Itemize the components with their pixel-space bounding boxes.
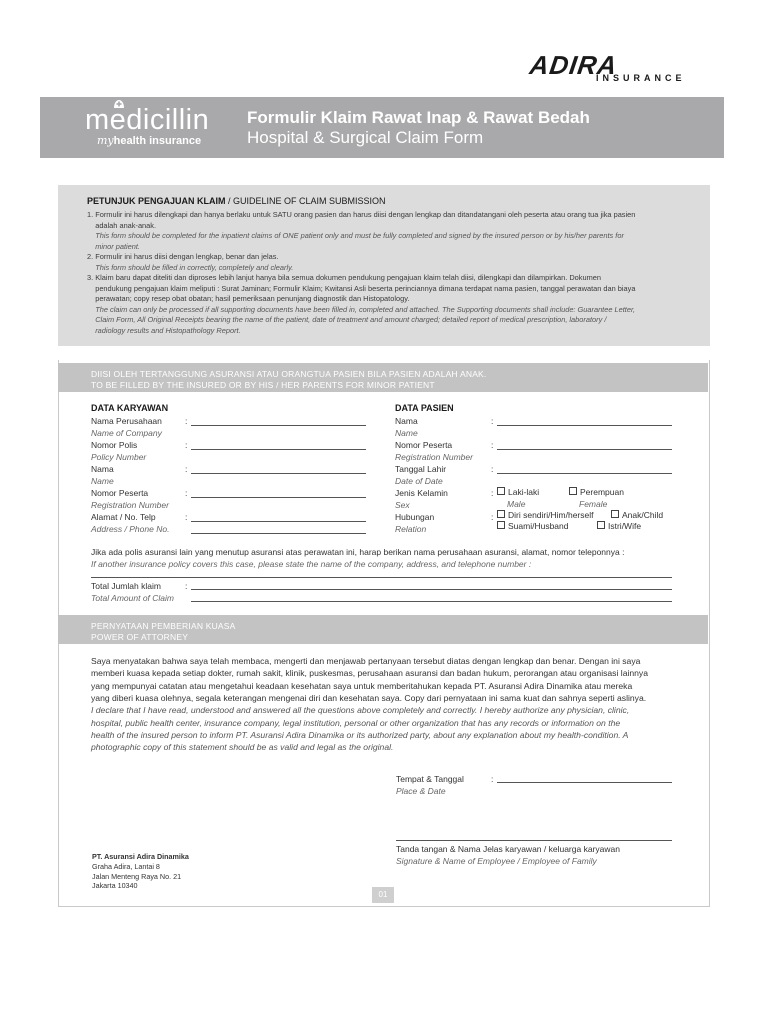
field-label-en: Relation: [395, 523, 427, 534]
sex-female-label-en: Female: [579, 499, 608, 509]
section-insured-title-en: TO BE FILLED BY THE INSURED OR BY HIS / HER PARENTS FOR MINOR PATIENT: [91, 380, 435, 390]
guideline-line: radiology results and Histopathology Report.: [87, 325, 241, 335]
signature-label-en: Signature & Name of Employee / Employee of Family: [396, 856, 597, 866]
field-label: Nama Perusahaan: [91, 416, 162, 426]
sex-male-label: Laki-laki: [508, 487, 540, 497]
field-label: Alamat / No. Telp: [91, 512, 156, 522]
signature-label-id: Tanda tangan & Nama Jelas karyawan / keluarga karyawan: [396, 844, 620, 854]
field-label: Tanggal Lahir: [395, 464, 447, 474]
field-label-en: Name: [395, 427, 418, 438]
guideline-line: 1. Formulir ini harus dilengkapi dan hanya berlaku untuk SATU orang pasien dan harus diisi dengan lengkap dan ditandatangani oleh peserta atau orang tua jika pasien: [87, 210, 636, 219]
field-label: Nama: [91, 464, 114, 474]
poa-line: hospital, public health center, insurance company, legal institution, personal or other organization that has any records or information on the: [91, 717, 621, 728]
poa-line: health of the insured person to inform PT. Asuransi Adira Dinamika or its authorized party, about any explanation about my health-condition. A: [91, 729, 629, 740]
sex-female-option[interactable]: [569, 487, 624, 497]
field-input-line[interactable]: [191, 497, 366, 498]
address-line-1: Graha Adira, Lantai 8: [92, 861, 160, 871]
guideline-line: adalah anak-anak.: [87, 220, 157, 230]
field-label-en: Name: [91, 475, 114, 486]
sex-male-label-en: Male: [507, 499, 526, 509]
other-insurance-question-id: Jika ada polis asuransi lain yang menutup asuransi atas perawatan ini, harap berikan nama perusahaan asuransi, alamat, nomor teleponnya :: [91, 547, 625, 557]
brand-name: medicillin: [85, 104, 210, 136]
poa-line: photographic copy of this statement should be as valid and legal as the original.: [91, 742, 394, 753]
poa-title-en: POWER OF ATTORNEY: [91, 632, 189, 642]
checkbox-icon[interactable]: [497, 510, 505, 518]
field-colon: :: [491, 512, 494, 522]
field-colon: :: [491, 416, 494, 426]
checkbox-icon[interactable]: [611, 510, 619, 518]
place-date-input-line[interactable]: [497, 782, 672, 783]
place-date-label-id: Tempat & Tanggal: [396, 774, 464, 784]
relation-child-option[interactable]: [611, 510, 663, 520]
guideline-line: perawatan; copy resep obat obatan; hasil pemeriksaan penunjang diagnostik dan Histopatology.: [87, 294, 410, 303]
section-insured-title-id: DIISI OLEH TERTANGGUNG ASURANSI ATAU ORANGTUA PASIEN BILA PASIEN ADALAH ANAK.: [91, 369, 487, 379]
field-label: Nomor Peserta: [91, 488, 149, 498]
checkbox-icon[interactable]: [597, 521, 605, 529]
poa-line: memberi kuasa kepada setiap dokter, rumah sakit, klinik, puskesmas, perusahaan asuransi dan badan hukum, perorangan atau organisasi lainnya: [91, 668, 649, 679]
field-label: Nama: [395, 416, 418, 426]
address-line-3: Jakarta 10340: [92, 881, 138, 891]
guideline-line: This form should be completed for the inpatient claims of ONE patient only and must be fully completed and signed by the insured person or by his/her parents for: [87, 231, 624, 240]
address-company: PT. Asuransi Adira Dinamika: [92, 852, 189, 861]
guideline-title-id: PETUNJUK PENGAJUAN KLAIM: [87, 196, 226, 206]
field-colon: :: [185, 464, 188, 474]
checkbox-icon[interactable]: [497, 521, 505, 529]
field-label: Jenis Kelamin: [395, 488, 448, 498]
brand-tag-rest: health insurance: [113, 135, 202, 147]
form-title-en: Hospital & Surgical Claim Form: [247, 128, 484, 147]
field-label-en: Address / Phone No.: [91, 523, 170, 534]
place-date-label-en: Place & Date: [396, 786, 446, 796]
adira-insurance-logo: [527, 50, 700, 88]
field-colon: :: [491, 488, 494, 498]
guideline-line: Claim Form, All Original Receipts bearing the name of the patient, date of treatment and amount charged; detailed report of medical prescription, laboratory /: [87, 315, 607, 324]
place-date-colon: :: [491, 774, 494, 784]
field-label: Hubungan: [395, 512, 435, 522]
field-label-en: Sex: [395, 499, 410, 510]
field-colon: :: [491, 440, 494, 450]
field-label-en: Registration Number: [91, 499, 169, 510]
field-input-line[interactable]: [191, 449, 366, 450]
relation-spouse-option[interactable]: [497, 521, 568, 531]
company-address: [92, 852, 189, 891]
other-insurance-question-en: If another insurance policy covers this case, please state the name of the company, address, and telephone number :: [91, 559, 532, 569]
field-input-line[interactable]: [191, 521, 366, 522]
total-claim-label-id: Total Jumlah klaim: [91, 581, 161, 591]
adira-logo-sub: INSURANCE: [596, 73, 686, 83]
relation-wife-option[interactable]: [597, 521, 641, 531]
guideline-line: The claim can only be processed if all supporting documents have been filled in, completed and attached. The Supporting documents shall include: Guarantee Letter,: [87, 304, 636, 314]
page-number: 01: [372, 887, 394, 903]
guideline-title: [87, 196, 386, 206]
patient-heading: DATA PASIEN: [395, 403, 454, 413]
relation-spouse-label: Suami/Husband: [508, 521, 569, 531]
signature-line[interactable]: [396, 840, 672, 841]
field-label-en: Registration Number: [395, 451, 473, 462]
guideline-title-sep: /: [225, 196, 234, 206]
field-input-line[interactable]: [191, 533, 366, 534]
field-label: Nomor Peserta: [395, 440, 453, 450]
relation-self-label: Diri sendiri/Him/herself: [508, 510, 594, 520]
medicillin-logo: [85, 103, 235, 153]
poa-title-id: PERNYATAAN PEMBERIAN KUASA: [91, 621, 236, 631]
brand-tagline: [97, 134, 201, 148]
poa-line: Saya menyatakan bahwa saya telah membaca, mengerti dan menjawab pertanyaan tersebut diatas dengan lengkap dan benar. Dengan ini saya: [91, 656, 641, 666]
guideline-title-en: GUIDELINE OF CLAIM SUBMISSION: [233, 196, 386, 206]
sex-female-label: Perempuan: [580, 487, 624, 497]
sex-male-option[interactable]: [497, 487, 539, 497]
checkbox-icon[interactable]: [497, 487, 505, 495]
total-claim-label-en: Total Amount of Claim: [91, 593, 174, 603]
checkbox-icon[interactable]: [569, 487, 577, 495]
field-colon: :: [185, 488, 188, 498]
field-label: Nomor Polis: [91, 440, 138, 450]
total-claim-input-line[interactable]: [191, 589, 672, 590]
field-label-en: Policy Number: [91, 451, 147, 462]
form-title-id: Formulir Klaim Rawat Inap & Rawat Bedah: [247, 108, 590, 127]
guideline-line: 3. Klaim baru dapat diteliti dan diproses lebih lanjut hanya bila semua dokumen pendukung pengajuan klaim telah diisi, dilengkapi dan dilampirkan. Dokumen: [87, 273, 601, 282]
field-input-line[interactable]: [497, 449, 672, 450]
guideline-line: pendukung pengajuan klaim meliputi : Surat Jaminan; Formulir Klaim; Kwitansi Asli beserta perinciannya dimana terdapat nama pasien, tanggal perawatan dan biaya: [87, 283, 636, 293]
field-input-line[interactable]: [191, 473, 366, 474]
other-insurance-input-line[interactable]: [91, 577, 672, 578]
guideline-line: minor patient.: [87, 241, 140, 251]
field-colon: :: [491, 464, 494, 474]
adira-logo-word: ADIRA: [527, 50, 620, 80]
brand-tag-my: my: [97, 134, 114, 147]
relation-wife-label: Istri/Wife: [608, 521, 642, 531]
field-colon: :: [185, 440, 188, 450]
guideline-line: This form should be filled in correctly, completely and clearly.: [87, 262, 294, 272]
field-input-line[interactable]: [497, 425, 672, 426]
field-label-en: Name of Company: [91, 427, 162, 438]
relation-child-label: Anak/Child: [622, 510, 664, 520]
section-power-of-attorney-band: [58, 615, 708, 644]
field-input-line[interactable]: [497, 473, 672, 474]
poa-line: yang mempunyai catatan atau mengetahui keadaan kesehatan saya untuk memberitahukan kepada PT. Asuransi Adira Dinamika atau mereka: [91, 680, 633, 691]
total-claim-colon: :: [185, 581, 188, 591]
field-colon: :: [185, 416, 188, 426]
guideline-line: 2. Formulir ini harus diisi dengan lengkap, benar dan jelas.: [87, 252, 279, 261]
address-line-2: Jalan Menteng Raya No. 21: [92, 871, 182, 881]
field-colon: :: [185, 512, 188, 522]
relation-self-option[interactable]: [497, 510, 594, 520]
poa-line: yang diberi kuasa olehnya, segala keterangan mengenai diri dan kesehatan saya. Copy dari pernyataan ini sama kuat dan sahnya seperti aslinya.: [91, 692, 647, 703]
section-insured-band: [58, 363, 708, 392]
employee-heading: DATA KARYAWAN: [91, 403, 169, 413]
field-label-en: Date of Date: [395, 475, 443, 486]
field-input-line[interactable]: [191, 425, 366, 426]
poa-line: I declare that I have read, understood and answered all the questions above completely and correctly. I hereby authorize any physician, clinic,: [91, 705, 630, 716]
total-claim-input-line-2[interactable]: [191, 601, 672, 602]
